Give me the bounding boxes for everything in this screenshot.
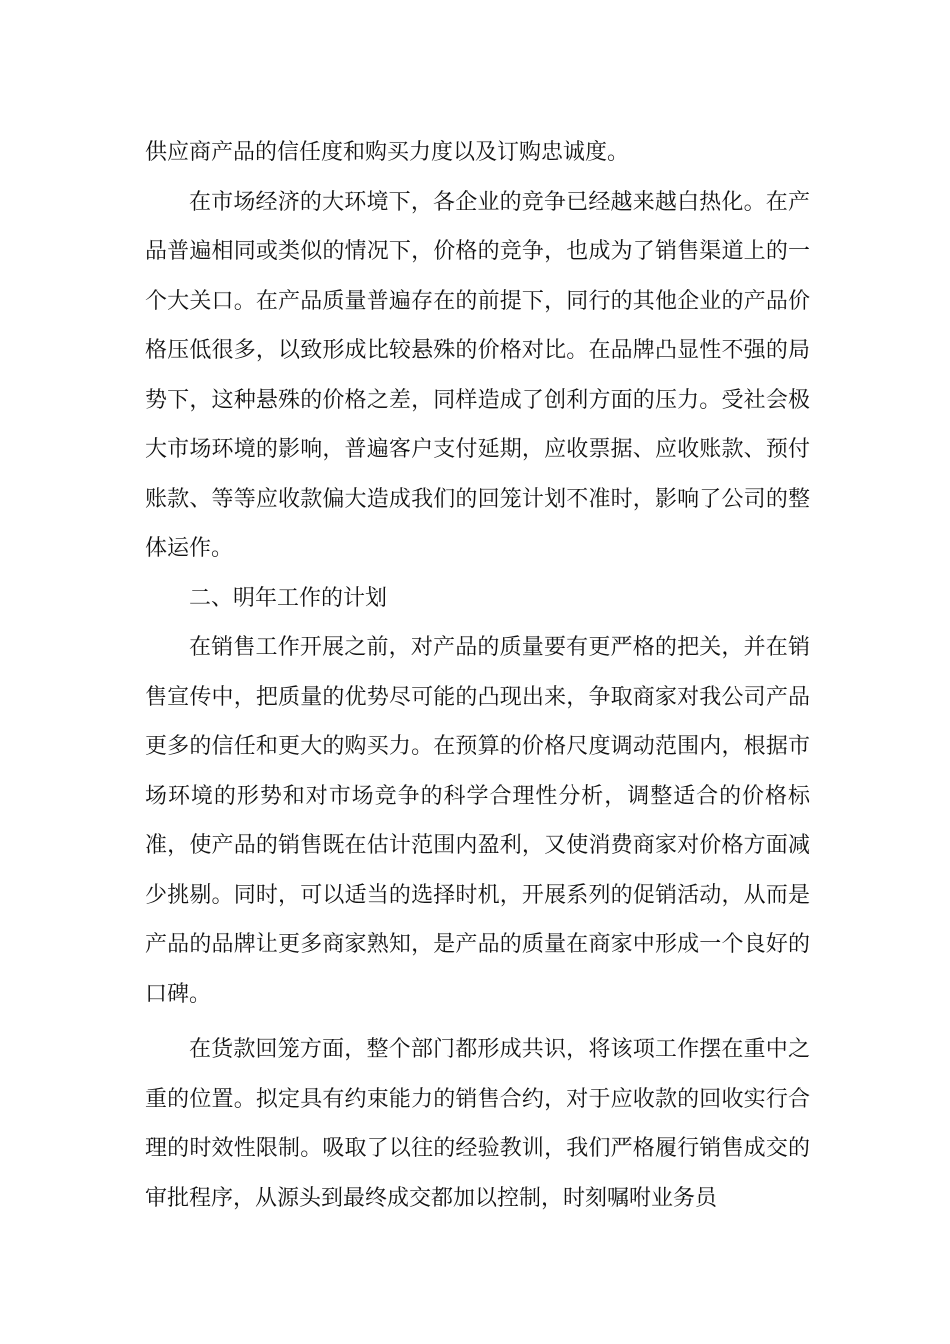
paragraph-continuation: 供应商产品的信任度和购买力度以及订购忠诚度。: [145, 140, 630, 165]
paragraph-payment-collection: 在货款回笼方面，整个部门都形成共识，将该项工作摆在重中之重的位置。拟定具有约束能力的销售合约，对于应收款的回收实行合理的时效性限制。吸取了以往的经验教训，我们严格履行销售成交的审批程序，从源头到最终成交都加以控制，时刻嘱咐业务员: [145, 1037, 810, 1211]
section-heading-next-year-plan: 二、明年工作的计划: [189, 585, 388, 611]
paragraph-sales-plan: 在销售工作开展之前，对产品的质量要有更严格的把关，并在销售宣传中，把质量的优势尽可能的凸现出来，争取商家对我公司产品更多的信任和更大的购买力。在预算的价格尺度调动范围内，根据市场环境的形势和对市场竞争的科学合理性分析，调整适合的价格标准，使产品的销售既在估计范围内盈利，又使消费商家对价格方面减少挑剔。同时，可以适当的选择时机，开展系列的促销活动，从而是产品的品牌让更多商家熟知，是产品的质量在商家中形成一个良好的口碑。: [145, 635, 810, 1007]
paragraph-market-competition: 在市场经济的大环境下，各企业的竞争已经越来越白热化。在产品普遍相同或类似的情况下，价格的竞争，也成为了销售渠道上的一个大关口。在产品质量普遍存在的前提下，同行的其他企业的产品价格压低很多，以致形成比较悬殊的价格对比。在品牌凸显性不强的局势下，这种悬殊的价格之差，同样造成了创利方面的压力。受社会极大市场环境的影响，普遍客户支付延期，应收票据、应收账款、预付账款、等等应收款偏大造成我们的回笼计划不准时，影响了公司的整体运作。: [145, 189, 810, 561]
document-body: [145, 128, 810, 1223]
